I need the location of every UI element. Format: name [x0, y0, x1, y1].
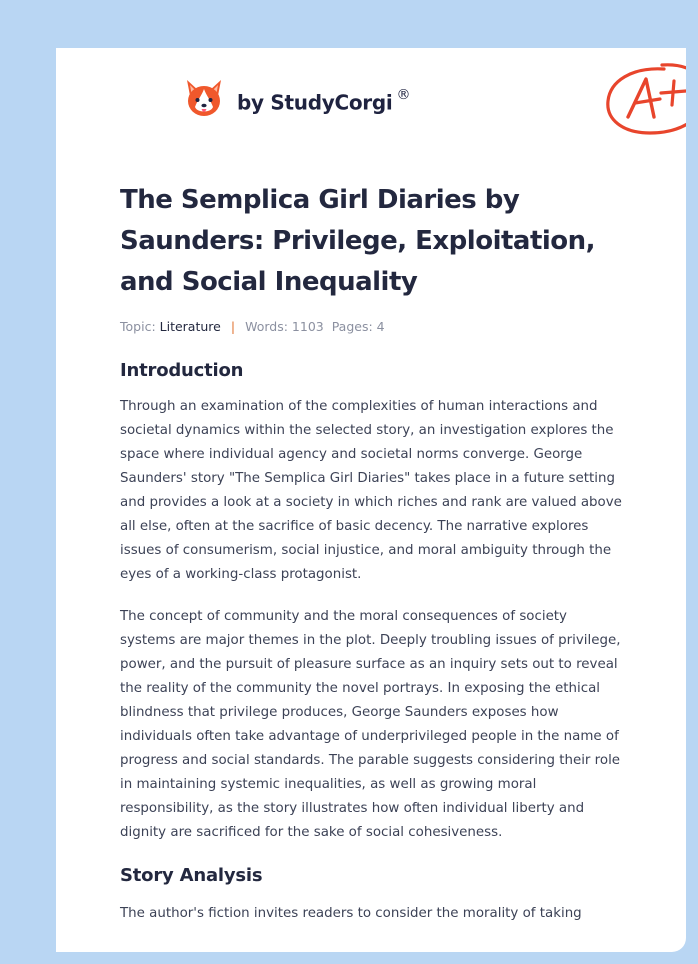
essay-card	[56, 48, 686, 952]
topic-link[interactable]: Literature	[159, 319, 221, 334]
meta-separator: |	[230, 319, 236, 334]
page-title: The Semplica Girl Diaries by Saunders: Privilege, Exploitation, and Social Inequality	[120, 185, 596, 297]
body-paragraph: Through an examination of the complexities of human interactions and societal dynamics within the selected story, an investigation explores the space where individual agency and societal norms converge. George Saunders' story "The Semplica Girl Diaries" takes place in a future setting and provides a look at a society in which riches and rank are valued above all else, often at the sacrifice of basic decency. The narrative explores issues of consumerism, social injustice, and moral ambiguity through the eyes of a working-class protagonist.	[120, 399, 622, 582]
pages-label: Pages:	[331, 319, 373, 334]
studycorgi-logo[interactable]	[184, 77, 410, 119]
topic-label: Topic:	[120, 319, 156, 334]
svg-text:A+: A+	[602, 59, 604, 60]
a-plus-grade-icon	[602, 59, 686, 139]
body-paragraph: The author's fiction invites readers to consider the morality of taking	[120, 906, 582, 921]
words-count: 1103	[291, 319, 324, 334]
body-paragraph: The concept of community and the moral consequences of society systems are major themes in the plot. Deeply troubling issues of privilege, power, and the pursuit of pleasure surface as an inquiry sets out to reveal the reality of the community the novel portrays. In exposing the ethical blindness that privilege produces, George Saunders exposes how individuals often take advantage of underprivileged people in the name of progress and social standards. The parable suggests considering their role in maintaining systemic inequalities, as well as growing moral responsibility, as the story illustrates how often individual liberty and dignity are sacrificed for the sake of social cohesiveness.	[120, 609, 621, 840]
corgi-logo-icon	[184, 77, 224, 119]
brand-name: by StudyCorgi ®	[237, 86, 411, 115]
section-heading-story-analysis: Story Analysis	[120, 865, 263, 886]
section-heading-introduction: Introduction	[120, 360, 244, 381]
pages-count: 4	[376, 319, 385, 334]
registered-mark: ®	[396, 86, 411, 103]
header	[120, 48, 622, 164]
essay-meta	[120, 319, 622, 334]
words-label: Words:	[245, 319, 288, 334]
